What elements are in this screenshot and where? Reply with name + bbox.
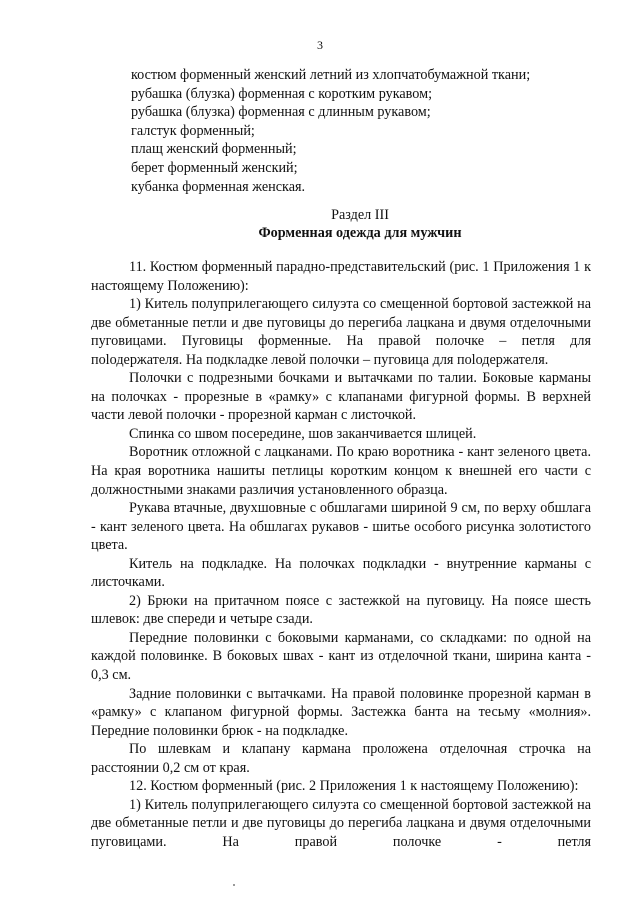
paragraph: Полочки с подрезными бочками и вытачками по талии. Боковые карманы на полочках - прорезные в «рамку» с клапанами фигурной формы. В верхней части левой полочки - прорезной карман с листочкой.	[91, 370, 591, 424]
paragraph: Рукава втачные, двухшовные с обшлагами шириной 9 см, по верху обшлага - кант зеленого цвета. На обшлагах рукавов - шитье особого рисунка золотистого цвета.	[91, 500, 591, 554]
paragraph: 2) Брюки на притачном поясе с застежкой на пуговицу. На поясе шесть шлевок: две спереди и четыре сзади.	[91, 592, 591, 628]
list-item: берет форменный женский;	[131, 159, 298, 176]
paragraph: 12. Костюм форменный (рис. 2 Приложения 1 к настоящему Положению):	[129, 778, 579, 795]
page-number: 3	[317, 38, 323, 52]
paragraph: 1) Китель полуприлегающего силуэта со смещенной бортовой застежкой на две обметанные петли и две пуговицы до перегиба лацкана и двумя отделочными пуговицами. На правой полочке - петля	[91, 796, 591, 850]
list-item: плащ женский форменный;	[131, 141, 297, 158]
paragraph: Спинка со швом посередине, шов заканчивается шлицей.	[129, 425, 477, 442]
list-item: рубашка (блузка) форменная с длинным рукавом;	[131, 104, 431, 121]
paragraph: По шлевкам и клапану кармана проложена отделочная строчка на расстоянии 0,2 см от края.	[91, 741, 591, 776]
body-text	[91, 258, 591, 852]
list-item: галстук форменный;	[131, 122, 255, 139]
paragraph: Воротник отложной с лацканами. По краю воротника - кант зеленого цвета. На края воротника нашиты петлицы коротким концом к внешней его части с должностными знаками различия установленного образца.	[91, 444, 591, 498]
paragraph: 11. Костюм форменный парадно-представительский (рис. 1 Приложения 1 к настоящему Положению):	[91, 259, 591, 294]
section-title: Раздел III	[331, 207, 389, 223]
paragraph: Китель на подкладке. На полочках подкладки - внутренние карманы с листочками.	[91, 555, 591, 591]
scan-speck	[233, 884, 235, 886]
paragraph: Передние половинки с боковыми карманами, со складками: по одной на каждой половинке. В боковых швах - кант из отделочной ткани, ширина канта - 0,3 см.	[91, 629, 591, 684]
paragraph: Задние половинки с вытачками. На правой половинке прорезной карман в «рамку» с клапаном фигурной формы. Застежка банта на тесьму «молния». Передние половинки брюк - на подкладке.	[91, 685, 591, 739]
paragraph: 1) Китель полуприлегающего силуэта со смещенной бортовой застежкой на две обметанные петли и две пуговицы до перегиба лацкана и двумя отделочными пуговицами. Пуговицы форменные. На правой полочке – петля для пolодержателя. На подкладке левой полочки – пуговица для пolодержателя.	[91, 296, 591, 368]
list-item: рубашка (блузка) форменная с коротким рукавом;	[131, 85, 433, 102]
uniform-items-list	[131, 66, 601, 196]
list-item: костюм форменный женский летний из хлопчатобумажной ткани;	[131, 67, 531, 83]
section-subtitle: Форменная одежда для мужчин	[258, 225, 462, 241]
list-item: кубанка форменная женская.	[131, 178, 306, 195]
